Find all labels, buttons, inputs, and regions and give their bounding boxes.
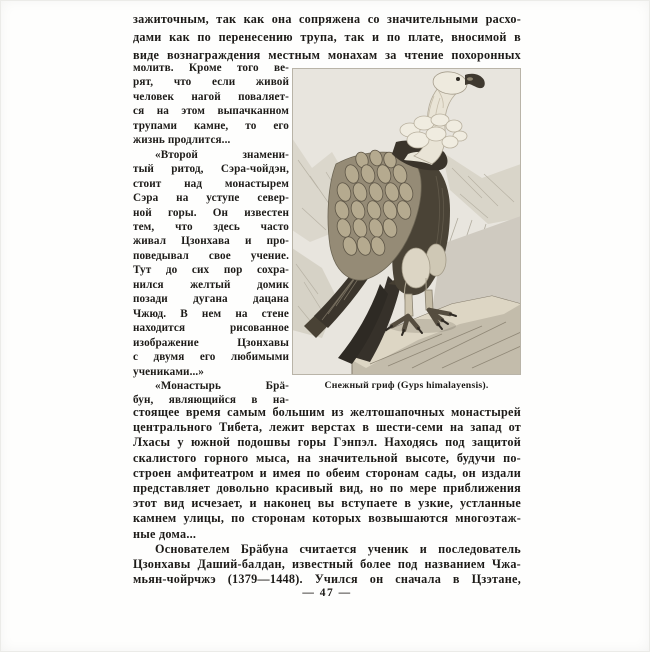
text-line: этот вид исчезает, и наконец вы вступаете в узкие, устланные <box>133 496 521 511</box>
text-line: Цзонхавы Даший-балдан, известный более под названием Чжа- <box>133 557 521 572</box>
text-line: бун, являющийся в на- <box>133 394 289 407</box>
text-line: мьян-чойрчжэ (1379—1448). Учился он сначала в Цзэтане, <box>133 572 521 587</box>
text-line: Сэра на уступе север- <box>133 192 289 205</box>
text-line: живал Цзонхава и про- <box>133 235 289 248</box>
text-line: «Второй знамени- <box>155 148 289 161</box>
text-line: поведывал свое учение. <box>133 249 289 262</box>
text-line: с двумя его любимыми <box>133 351 289 364</box>
text-line: Чжюд. В нем на стене <box>133 307 289 320</box>
text-line: дами как по перенесению трупа, так и по плате, вносимой в <box>133 30 521 44</box>
text-line: находится рисованное <box>133 322 289 335</box>
text-line: зажиточным, так как она сопряжена со значительными расхо- <box>133 12 521 26</box>
text-line: рят, что если живой <box>133 76 289 89</box>
text-line: ной горы. Он известен <box>133 206 289 219</box>
text-line: стоит над монастырем <box>133 177 289 190</box>
text-line: трупами камне, то его <box>133 119 289 132</box>
text-line: учениками...» <box>133 365 204 378</box>
top-paragraph-lines <box>133 10 521 64</box>
page-number: — 47 — <box>302 587 352 599</box>
text-line: строен амфитеатром и имея по обеим сторонам сады, он издали <box>133 465 521 480</box>
text-line: позади дугана дацана <box>133 293 289 306</box>
column-lines <box>133 61 289 408</box>
vulture-engraving-image <box>292 68 521 375</box>
text-line: жизнь продлится... <box>133 134 231 147</box>
text-line: ся на этом выпачканном <box>133 105 289 118</box>
text-line: Основателем Брӓбуна считается ученик и последователь <box>155 541 521 556</box>
text-line: стоящее время самым большим из желтошапочных монастырей <box>133 405 521 419</box>
text-line: «Монастырь Брӓ- <box>155 379 289 392</box>
text-line: представляет довольно красивый вид, но по мере приближения <box>133 481 521 496</box>
text-line: камнем улицы, по сторонам которых возвышаются многоэтаж- <box>133 511 521 526</box>
text-line: Лхасы у южной подошвы горы Гэнпэл. Находясь под защитой <box>133 435 521 450</box>
text-line: молитв. Кроме того ве- <box>133 62 289 74</box>
text-line: тый ритод, Сэра-чойдэн, <box>133 163 289 176</box>
text-line: ные дома... <box>133 526 197 541</box>
vulture-illustration <box>292 68 521 375</box>
text-line: изображение Цзонхавы <box>133 336 289 349</box>
text-line: скалистого горного мыса, на значительной высоте, будучи по- <box>133 450 521 465</box>
illustration-caption: Снежный гриф (Gyps himalayensis). <box>324 380 489 391</box>
text-line: человек нагой поваляет- <box>133 90 289 103</box>
text-line: виде вознаграждения местным монахам за чтение похоронных <box>133 48 521 62</box>
text-line: нился желтый домик <box>133 278 289 291</box>
text-line: центрального Тибета, лежит верстах в шести-семи на запад от <box>133 420 521 435</box>
text-line: тем, что здесь часто <box>133 220 289 233</box>
text-line: Тут до сих пор сохра- <box>133 264 289 277</box>
bottom-paragraph-lines <box>133 405 521 587</box>
